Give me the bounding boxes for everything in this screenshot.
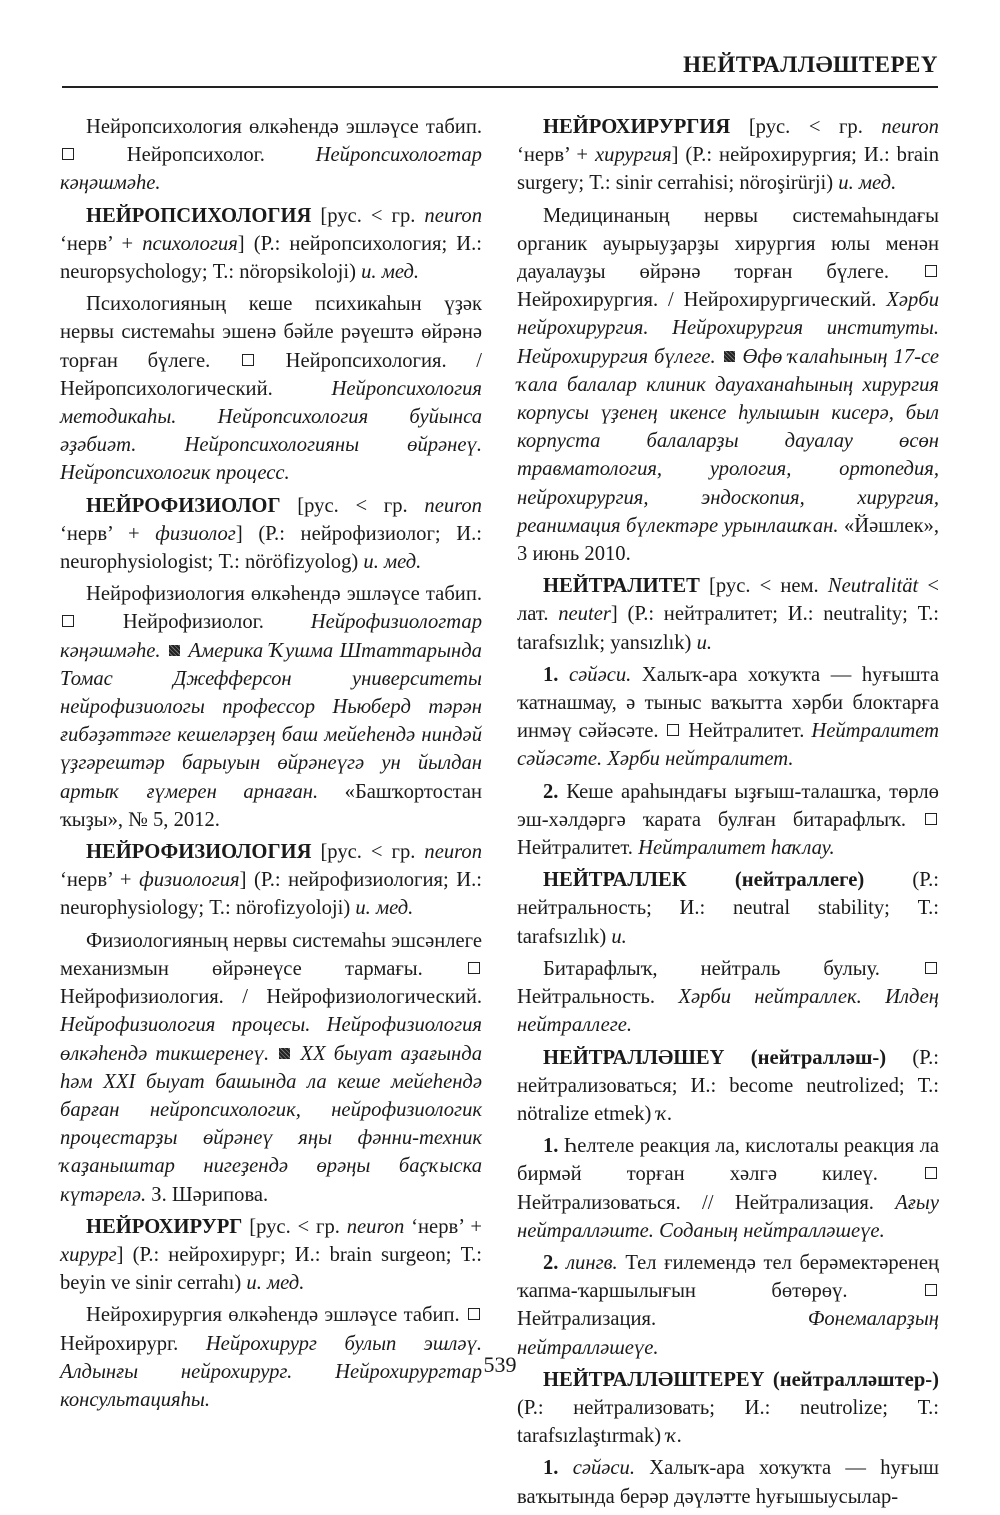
translations: ] (Р.: нейрохирург; И.: brain surgeon; Т.: beyin ve sinir cerrahı)	[60, 1243, 482, 1295]
citation-source: «Йәшлек», 3 июнь 2010.	[517, 514, 939, 566]
definition: Нейрофизиология өлкәһендә эшләүсе табип.	[86, 583, 482, 606]
square-icon	[925, 1167, 937, 1179]
entry-neuropsychologist-cont	[60, 113, 482, 198]
grammar-label: и.	[611, 925, 627, 948]
etymology: [рус. < нем.	[709, 575, 819, 598]
etymology: [рус. < гр.	[320, 204, 416, 227]
definition: Психологияның кеше психикаһын үҙәк нервы системаһы эшенә бәйле рәүештә өйрәнә торған бүлеге.	[60, 293, 482, 372]
etymology-word: хирург	[60, 1243, 117, 1266]
definition: Медицинаның нервы системаһындағы органик ауырыуҙарҙы хирургия юлы менән дауалауҙы өйрәнә торған бүлеге.	[517, 204, 939, 284]
citation: Өфө ҡалаһының 17-се ҡала балалар клиник дауаханаһының хирургия корпусы үҙенең икенсе һулышын кисерә, был корпуста балаларҙы дауалау өсөн травматология, урология, ортопедия, нейрохирургия, эндоскопия, хирургия, реанимация бүлектәре урынлашҡан.	[517, 345, 940, 537]
etymology-word: Neutralität	[827, 575, 919, 598]
etymology-word: neuron	[424, 494, 482, 517]
sense-number: 1.	[543, 663, 559, 686]
translations: ] (Р.: нейтралитет; И.: neutrality; Т.: tarafsızlık; yansızlık)	[517, 603, 939, 654]
square-icon	[62, 615, 74, 627]
russian-equivalent: Нейтральность.	[517, 986, 656, 1009]
example: Фонемаларҙың нейтралләшеүе.	[517, 1308, 939, 1359]
etymology: [рус. < гр.	[297, 494, 408, 517]
headword: НЕЙРОХИРУРГ	[86, 1215, 243, 1238]
etymology-word: хирургия	[595, 144, 672, 167]
definition: Физиологияның нервы системаһы эшсәнлеге механизмын өйрәнеүсе тармағы.	[60, 929, 482, 980]
etymology-gloss: ‘нерв’ +	[60, 522, 140, 545]
translations: ] (Р.: нейрохирургия; И.: brain surgery; Т.: sinir cerrahisi; nöroşirürji)	[517, 144, 939, 195]
translations: (Р.: нейтральность; И.: neutral stability; Т.: tarafsızlık)	[517, 869, 939, 948]
example: Хәрби нейрохирургия. Нейрохирургия институты. Нейрохирургия бүлеге.	[517, 289, 939, 368]
grammar-label: ҡ.	[666, 1425, 683, 1448]
citation-bullet-icon	[169, 645, 180, 656]
russian-equivalent: Нейрохирург.	[60, 1332, 179, 1355]
citation: Америка Ҡушма Штаттарында Томас Джефферсон университеты нейрофизиологы профессор Ньюберд тәрән ғибәҙәттәге кешеләрҙең баш мейеһендә ниндәй үҙгәрештәр барыуын өйрәнеүгә ун йылдан артыҡ ғүмерен арнаған.	[60, 639, 482, 803]
entry-neurosurgery-def	[517, 202, 939, 569]
grammar-label: ҡ.	[656, 1102, 673, 1125]
example: Нейрохирург булып эшләү. Алдынғы нейрохирург. Нейрохирургтар консультацияһы.	[60, 1332, 482, 1411]
etymology: < лат.	[517, 575, 939, 626]
entry-neutrallek-def	[517, 955, 939, 1040]
example: Нейтралитет һаҡлау.	[638, 837, 835, 860]
russian-equivalent: Нейрофизиология. / Нейрофизиологический.	[60, 986, 482, 1009]
sense-2	[517, 778, 939, 863]
entry-neuropsychology	[60, 202, 482, 287]
etymology-word: neuron	[881, 116, 939, 138]
entry-neurophysiologist	[60, 492, 482, 577]
square-icon	[925, 265, 937, 277]
etymology-word: neuron	[346, 1215, 405, 1238]
headword: НЕЙРОФИЗИОЛОГ	[86, 494, 281, 517]
square-icon	[667, 724, 679, 736]
sense-number: 2.	[543, 780, 559, 803]
etymology: [рус. < гр.	[320, 841, 416, 864]
russian-equivalent: Нейропсихолог.	[126, 144, 265, 167]
russian-equivalent: Нейтрализация.	[517, 1308, 657, 1331]
headword: НЕЙТРАЛЛӘШЕҮ	[543, 1046, 725, 1069]
running-title: НЕЙТРАЛЛӘШТЕРЕҮ	[683, 52, 938, 77]
headword: НЕЙРОПСИХОЛОГИЯ	[86, 204, 312, 227]
definition: Нейропсихология өлкәһендә эшләүсе табип.	[86, 116, 482, 138]
square-icon	[468, 962, 480, 974]
entry-neutrallashtereu	[517, 1366, 939, 1451]
example: Нейрофизиология процесы. Нейрофизиология өлкәһендә тикшеренеү.	[60, 1014, 482, 1065]
grammar-label: и. мед.	[838, 172, 897, 195]
etymology-gloss: ‘нерв’ +	[60, 232, 134, 255]
entry-neutrality	[517, 572, 939, 657]
sense-number: 2.	[543, 1251, 559, 1274]
entry-neurophysiology	[60, 838, 482, 923]
example: Хәрби нейтраллек. Илдең нейтраллеге.	[517, 986, 939, 1037]
grammar-label: и. мед.	[355, 897, 414, 920]
entry-neurosurgery	[517, 113, 939, 198]
definition: Битарафлыҡ, нейтраль булыу.	[543, 957, 880, 980]
entry-neutrallek	[517, 866, 939, 951]
etymology-word: neuron	[424, 204, 482, 227]
sense-1	[517, 661, 939, 774]
translations: (Р.: нейтрализоваться; И.: become neutrolized; Т.: nötralize etmek)	[517, 1046, 939, 1125]
domain-label: сәйәси.	[569, 663, 632, 686]
etymology-word: физиолог	[155, 522, 236, 545]
translations: (Р.: нейтрализовать; И.: neutrolize; Т.: tarafsızlaştırmak)	[517, 1396, 939, 1448]
example: Ағыу нейтралләште. Соданың нейтралләшеүе.	[517, 1191, 939, 1242]
definition: Халыҡ-ара хоҡуҡта — һуғышта ҡатнашмау, ә тыныс ваҡытта хәрби блоктарға инмәү сәйәсәте.	[517, 663, 939, 743]
page-number: 539	[483, 1352, 517, 1377]
headword: НЕЙТРАЛЛӘШТЕРЕҮ	[543, 1368, 765, 1391]
russian-equivalent: Нейтрализоваться. // Нейтрализация.	[517, 1191, 874, 1214]
headword-form: (нейтралләш-)	[750, 1046, 887, 1069]
headword-form: (нейтралләштер-)	[772, 1368, 939, 1391]
square-icon	[468, 1308, 480, 1320]
russian-equivalent: Нейрохирургия. / Нейрохирургический.	[517, 289, 877, 312]
citation-bullet-icon	[279, 1048, 290, 1059]
right-column	[517, 113, 939, 1515]
definition: Нейрохирургия өлкәһендә эшләүсе табип.	[86, 1304, 460, 1327]
example: Нейрофизиологтар кәңәшмәһе.	[60, 611, 482, 662]
russian-equivalent: Нейтралитет.	[688, 720, 805, 743]
example: Нейропсихологтар кәңәшмәһе.	[60, 144, 482, 195]
russian-equivalent: Нейропсихология. / Нейропсихологический.	[60, 349, 482, 400]
russian-equivalent: Нейтралитет.	[517, 837, 633, 860]
grammar-label: и. мед.	[361, 261, 420, 284]
entry-neurophysiologist-def	[60, 580, 482, 834]
header-rule	[62, 86, 938, 88]
headword-form: (нейтраллеге)	[734, 869, 865, 892]
definition: Халыҡ-ара хоҡуҡта — һуғыш ваҡытында берәр дәүләтте һуғышыусылар-	[517, 1457, 939, 1508]
etymology-gloss: ‘нерв’ +	[411, 1215, 482, 1238]
citation: XX быуат аҙағында һәм XXI быуат башында ла кеше мейеһендә барған нейропсихологик, нейрофизиологик процестарҙы өйрәнеү яңы фәнни-техник ҡаҙаныштар нигеҙендә өрәңы баҫҡыска күтәрелә.	[60, 1042, 482, 1206]
square-icon	[925, 1284, 937, 1296]
grammar-label: и.	[696, 631, 713, 654]
square-icon	[925, 813, 937, 825]
sense-1	[517, 1132, 939, 1245]
entry-neurophysiology-def	[60, 927, 482, 1209]
etymology-word: психология	[142, 232, 238, 255]
sense-2	[517, 1249, 939, 1362]
square-icon	[242, 354, 254, 366]
entry-neurosurgeon	[60, 1213, 482, 1298]
grammar-label: и. мед.	[246, 1272, 305, 1295]
etymology-gloss: ‘нерв’ +	[60, 869, 132, 892]
entry-neutrallashew	[517, 1044, 939, 1129]
left-column	[60, 113, 482, 1418]
citation-source: «Башҡортостан ҡыҙы», № 5, 2012.	[60, 780, 482, 831]
translations: ] (Р.: нейропсихология; И.: neuropsychology; Т.: nöropsikoloji)	[60, 232, 483, 284]
grammar-label: и. мед.	[363, 551, 422, 574]
etymology: [рус. < гр.	[249, 1215, 340, 1238]
sense-number: 1.	[543, 1457, 559, 1480]
entry-neuropsychology-def	[60, 290, 482, 487]
headword: НЕЙТРАЛИТЕТ	[543, 575, 700, 598]
example: Нейропсихология методикаһы. Нейропсихология буйынса әҙәбиәт. Нейропсихологияны өйрәнеү. Нейропсихологик процесс.	[60, 377, 482, 485]
russian-equivalent: Нейрофизиолог.	[122, 611, 264, 634]
definition: Һелтеле реакция ла, кислоталы реакция ла бирмәй торған хәлгә килеү.	[517, 1135, 939, 1186]
definition: Кеше араһындағы ыҙғыш-талашҡа, төрлө эш-хәлдәргә ҡарата булған битарафлыҡ.	[517, 780, 939, 831]
domain-label: лингв.	[566, 1251, 618, 1274]
translations: ] (Р.: нейрофизиология; И.: neurophysiology; Т.: nörofizyoloji)	[60, 869, 482, 920]
etymology: [рус. < гр.	[748, 116, 863, 138]
sense-1	[517, 1454, 939, 1510]
etymology-word: neuron	[424, 841, 482, 864]
headword: НЕЙРОХИРУРГИЯ	[543, 116, 731, 138]
etymology-word: neuter	[558, 603, 611, 626]
citation-source: З. Шәрипова.	[151, 1183, 269, 1206]
translations: ] (Р.: нейрофизиолог; И.: neurophysiologist; Т.: nöröfizyolog)	[60, 522, 482, 574]
etymology-gloss: ‘нерв’ +	[517, 144, 588, 167]
domain-label: сәйәси.	[572, 1457, 636, 1480]
etymology-word: физиология	[139, 869, 240, 892]
headword: НЕЙРОФИЗИОЛОГИЯ	[86, 841, 312, 864]
headword: НЕЙТРАЛЛЕК	[543, 869, 687, 892]
square-icon	[62, 148, 74, 160]
example: Нейтралитет сәйәсәте. Хәрби нейтралитет.	[517, 720, 940, 771]
square-icon	[925, 962, 937, 974]
sense-number: 1.	[543, 1135, 559, 1158]
definition: Тел ғилемендә тел берәмектәренең ҡапма-ҡаршылығын бөтөрөү.	[517, 1251, 939, 1303]
citation-bullet-icon	[724, 351, 735, 362]
